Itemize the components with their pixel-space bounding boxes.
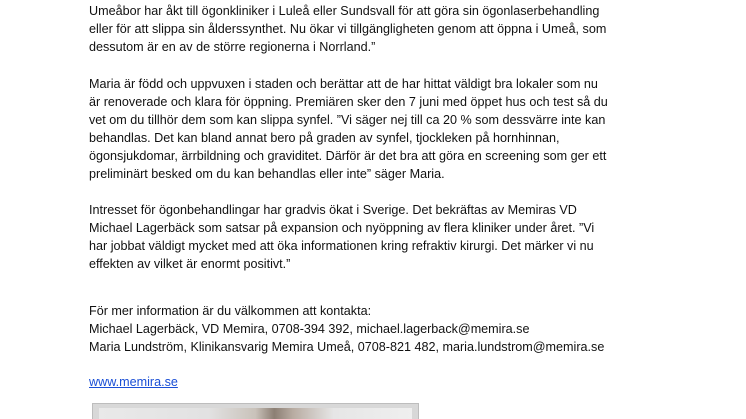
contact-maria: Maria Lundström, Klinikansvarig Memira Umeå, 0708-821 482, maria.lundstrom@memira.se: [89, 340, 605, 354]
contact-info: [89, 302, 604, 356]
paragraph-intro: [89, 2, 606, 56]
paragraph-interest: [89, 201, 594, 273]
text-line: Umeåbor har åkt till ögonkliniker i Luleå eller Sundsvall för att göra sin ögonlaserbehandling: [89, 4, 600, 18]
photo-content: [99, 408, 412, 419]
text-line: dessutom är en av de större regionerna i Norrland.”: [89, 40, 376, 54]
text-line: eller för att slippa sin ålderssynthet. Nu ökar vi tillgängligheten genom att öppna i Umeå, som: [89, 22, 607, 36]
portrait-photo: [92, 403, 419, 419]
text-line: har jobbat väldigt mycket med att öka informationen kring refraktiv kirurgi. Det märker vi nu: [89, 239, 594, 253]
text-line: Maria är född och uppvuxen i staden och berättar att de har hittat väldigt bra lokaler som nu: [89, 77, 598, 91]
contact-michael: Michael Lagerbäck, VD Memira, 0708-394 392, michael.lagerback@memira.se: [89, 322, 530, 336]
memira-website-link[interactable]: www.memira.se: [89, 375, 178, 389]
text-line: effekten av vilket är enormt positivt.”: [89, 257, 291, 271]
text-line: vet om du tillhör dem som kan slippa synfel. ”Vi säger nej till ca 20 % som dessvärre inte kan: [89, 113, 606, 127]
paragraph-maria: [89, 75, 608, 183]
text-line: Intresset för ögonbehandlingar har gradvis ökat i Sverige. Det bekräftas av Memiras VD: [89, 203, 577, 217]
text-line: är renoverade och klara för öppning. Premiären sker den 7 juni med öppet hus och test så du: [89, 95, 608, 109]
text-line: behandlas. Det kan bland annat bero på graden av synfel, tjockleken på hornhinnan,: [89, 131, 560, 145]
text-line: Michael Lagerbäck som satsar på expansion och nyöppning av flera kliniker under året. ”Vi: [89, 221, 595, 235]
link-row: [89, 373, 178, 391]
text-line: ögonsjukdomar, ärrbildning och graviditet. Därför är det bra att göra en screening som ger ett: [89, 149, 607, 163]
contact-heading: För mer information är du välkommen att kontakta:: [89, 304, 372, 318]
text-line: preliminärt besked om du kan behandlas eller inte” säger Maria.: [89, 167, 445, 181]
